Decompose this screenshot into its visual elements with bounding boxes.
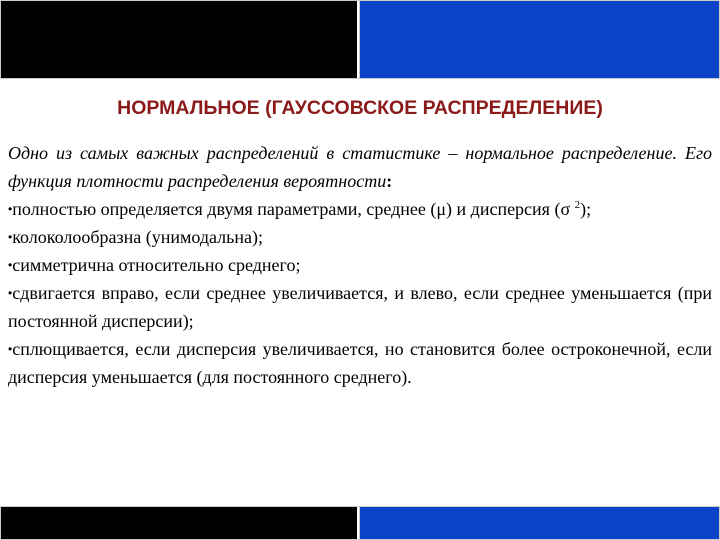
bullet-dot-icon: •: [8, 258, 13, 272]
bullet-text: сплющивается, если дисперсия увеличивается, но становится более остроконечной, если дисперсия уменьшается (для постоянного среднего).: [8, 339, 712, 387]
bullet-dot-icon: •: [8, 342, 13, 356]
header-blue-panel: [360, 1, 719, 78]
bullet-item: [8, 223, 712, 251]
bullet-item: [8, 279, 712, 335]
bullet-text: симметрична относительно среднего;: [12, 255, 301, 275]
bullet-item: [8, 335, 712, 391]
intro-text: Одно из самых важных распределений в статистике – нормальное распределение. Его функция плотности распределения вероятности: [8, 143, 712, 191]
intro-paragraph: [8, 139, 712, 195]
intro-colon: :: [386, 171, 393, 191]
bullet-text: полностью определяется двумя параметрами, среднее (μ) и дисперсия (σ: [12, 199, 575, 219]
superscript: 2: [574, 199, 581, 211]
header-black-panel: [1, 1, 359, 78]
footer-black-panel: [1, 507, 359, 539]
slide-body: [8, 139, 712, 391]
footer-blue-panel: [360, 507, 719, 539]
slide-title: НОРМАЛЬНОЕ (ГАУССОВСКОЕ РАСПРЕДЕЛЕНИЕ): [117, 97, 603, 119]
bullet-item: [8, 195, 712, 223]
bullet-text: сдвигается вправо, если среднее увеличивается, и влево, если среднее уменьшается (при постоянной дисперсии);: [8, 283, 712, 331]
bullet-dot-icon: •: [8, 286, 13, 300]
bullet-text-end: );: [580, 199, 592, 219]
bullet-item: [8, 251, 712, 279]
bullet-dot-icon: •: [8, 202, 13, 216]
bullet-dot-icon: •: [8, 230, 13, 244]
footer-bar: [0, 506, 720, 540]
header-bar: [0, 0, 720, 79]
bullet-text: колоколообразна (унимодальна);: [12, 227, 263, 247]
